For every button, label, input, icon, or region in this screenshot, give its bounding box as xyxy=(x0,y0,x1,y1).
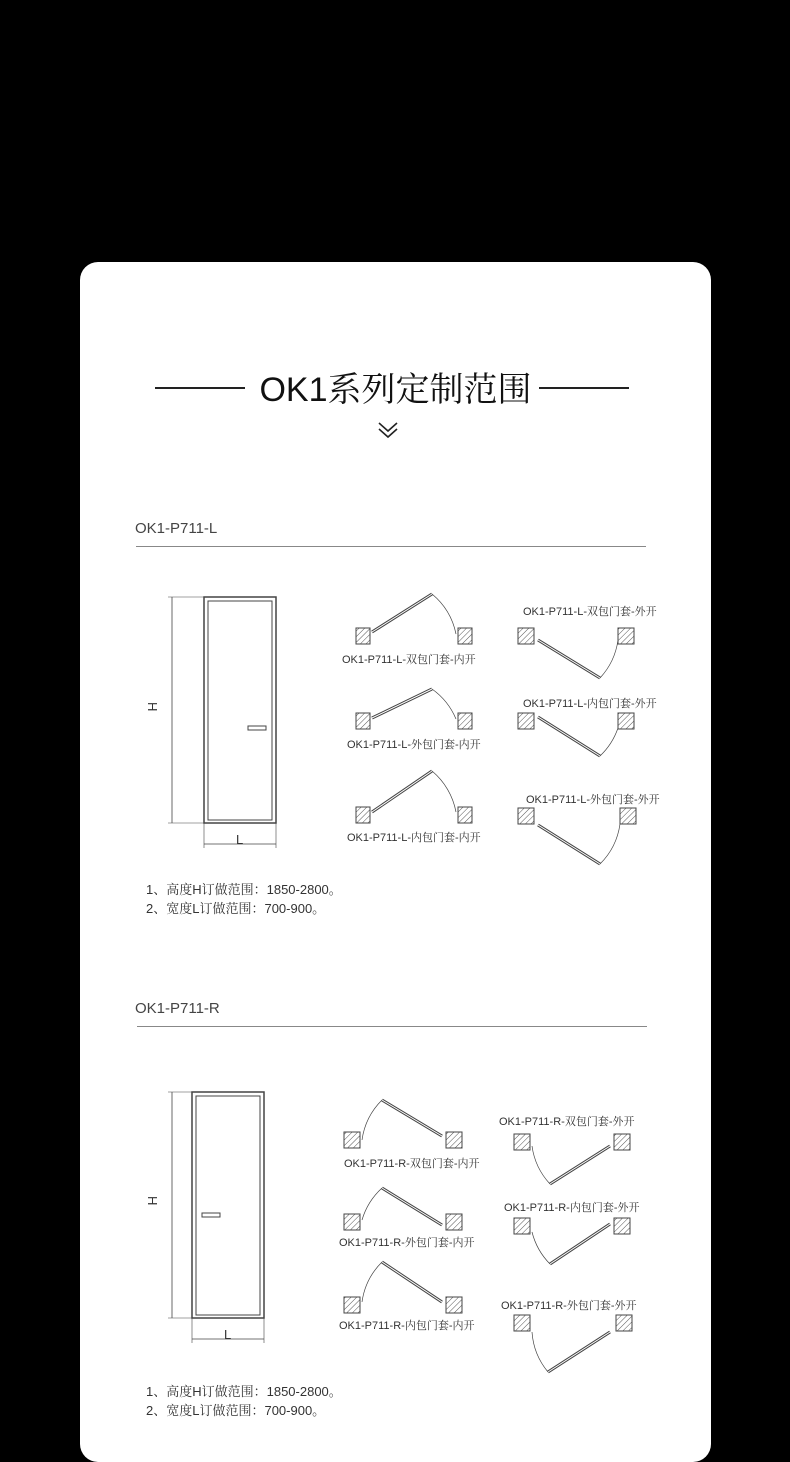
dim-l-label: L xyxy=(224,1327,232,1342)
section-label: OK1-P711-R xyxy=(135,1000,220,1017)
plan-caption: OK1-P711-R-外包门套-内开 xyxy=(339,1237,475,1249)
plan-caption: OK1-P711-L-内包门套-外开 xyxy=(523,698,657,710)
plan-caption: OK1-P711-R-内包门套-内开 xyxy=(339,1320,475,1332)
dim-h-label: H xyxy=(145,702,160,712)
door-elevation xyxy=(168,1092,264,1343)
page-title: OK1系列定制范围 xyxy=(259,371,532,409)
plan-outswing-group xyxy=(514,1134,632,1372)
plan-caption: OK1-P711-L-内包门套-内开 xyxy=(347,832,481,844)
plan-inswing-group xyxy=(344,1100,462,1313)
plan-caption: OK1-P711-L-双包门套-内开 xyxy=(342,654,476,666)
plan-caption: OK1-P711-R-外包门套-外开 xyxy=(501,1300,637,1312)
plan-caption: OK1-P711-L-双包门套-外开 xyxy=(523,606,657,618)
section-label: OK1-P711-L xyxy=(135,520,218,537)
note-line: 1、高度H订做范围：1850-2800。 xyxy=(146,882,342,897)
note-line: 2、宽度L订做范围：700-900。 xyxy=(146,901,326,916)
plan-caption: OK1-P711-L-外包门套-内开 xyxy=(347,739,481,751)
notes xyxy=(146,1382,342,1420)
note-line: 1、高度H订做范围：1850-2800。 xyxy=(146,1384,342,1399)
note-line: 2、宽度L订做范围：700-900。 xyxy=(146,1403,326,1418)
plan-caption: OK1-P711-R-内包门套-外开 xyxy=(504,1202,640,1214)
dim-h-label: H xyxy=(145,1196,160,1206)
dim-l-label: L xyxy=(236,832,244,847)
plan-caption: OK1-P711-R-双包门套-外开 xyxy=(499,1116,635,1128)
plan-caption: OK1-P711-L-外包门套-外开 xyxy=(526,794,660,806)
plan-caption: OK1-P711-R-双包门套-内开 xyxy=(344,1158,480,1170)
content-card xyxy=(80,262,711,1462)
